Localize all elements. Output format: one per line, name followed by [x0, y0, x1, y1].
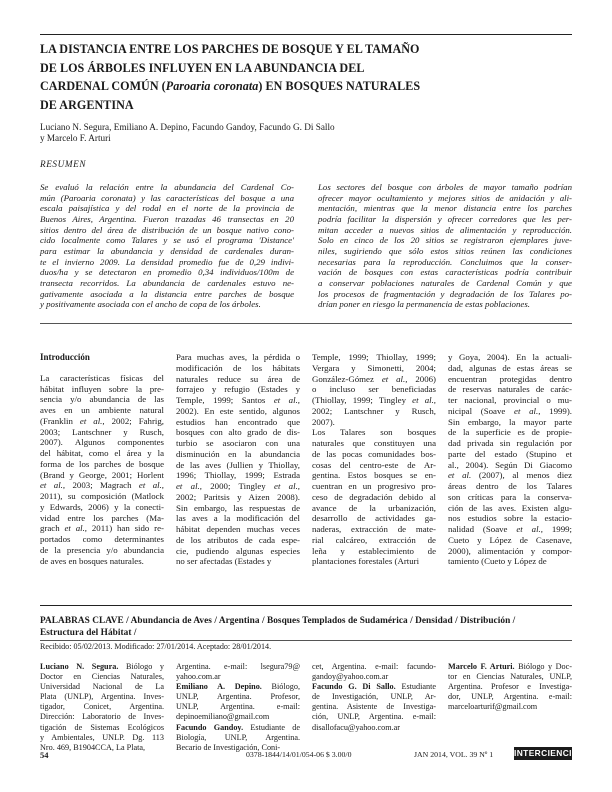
author-line-2: y Marcelo F. Arturi	[40, 133, 111, 144]
title-line-3	[40, 77, 440, 96]
body-col3-line: Temple, 1999; Thiollay, 1999;	[312, 352, 436, 362]
body-col1-line: vidad entre los parches (Ma-	[40, 512, 164, 523]
body-column-1	[40, 352, 164, 566]
affiliation-col4-line: Argentina. Profesor e Investiga-	[448, 682, 572, 692]
issn-code: 0378-1844/14/01/054-06 $ 3.00/0	[246, 750, 352, 759]
abstract-right-line: mitan acceder a nuevos sitios de alimentación y reproducción.	[318, 224, 572, 235]
affiliation-col4-line: marceloarturif@gmail.com	[448, 702, 538, 712]
body-col1-line: sencia y/o abundancia de las	[40, 394, 164, 405]
body-col2-line: hábitat dependen muchas veces	[176, 524, 300, 534]
abstract-left-line: transecta recorridos. La abundancia de cardenales estuvo ne-	[40, 277, 294, 288]
abstract-left-line: te el invierno 2009. La densidad promedio fue de 0,29 indivi-	[40, 256, 294, 267]
body-col1-line: hábitat influyen sobre la pre-	[40, 383, 164, 394]
abstract-left-line: escala paisajística y del rodal en el norte de la provincia de	[40, 203, 294, 214]
body-col2-line: turbio se asociaron con una	[176, 438, 300, 448]
body-col1-line: La características físicas del	[40, 372, 164, 383]
body-col1-line: 2003; Lantschner y Rusch,	[40, 426, 164, 437]
affiliation-column-1	[40, 662, 164, 753]
body-col2-line: de los atributos de cada espe-	[176, 534, 300, 545]
article-title	[40, 40, 440, 114]
body-col2-line: de las aves (Jullien y Thiollay,	[176, 459, 300, 470]
abstract-right-line: Los sectores del bosque con árboles de mayor tamaño podrían	[318, 182, 572, 192]
affiliation-col3-line: disallofacu@yahoo.com.ar	[312, 722, 401, 732]
body-col4-line: al., 2004). Según Di Giacomo	[448, 459, 572, 470]
affiliation-col1-line: Dirección: Laboratorio de Inves-	[40, 712, 164, 722]
body-col1-line: (Franklin et al., 2002; Fahrig,	[40, 415, 165, 426]
body-col3-line: ceso de degradación debido al	[312, 491, 436, 502]
body-col1-line: de la presencia y/o abundancia	[40, 544, 164, 555]
abstract-left-line: Se evaluó la relación entre la abundancia del Cardenal Co-	[40, 182, 294, 192]
affiliation-col2-line: Argentina. e-mail: lsegura79@	[176, 662, 300, 671]
body-col1-line: aves en un ambiente natural	[40, 405, 164, 415]
affiliation-col3-line: ción, UNLP, Argentina. e-mail:	[312, 712, 436, 722]
affiliation-col2-line: Becario de Investigación, Coni-	[176, 742, 281, 752]
body-col1-line: del hábitat, como el área y la	[40, 448, 164, 458]
submission-dates: Recibido: 05/02/2013. Modificado: 27/01/2014. Aceptado: 28/01/2014.	[40, 642, 272, 651]
abstract-heading: RESUMEN	[40, 159, 87, 169]
affiliation-col3-line: gandoy@yahoo.com.ar	[312, 672, 389, 682]
title-line-2: DE LOS ÁRBOLES INFLUYEN EN LA ABUNDANCIA DEL	[40, 60, 365, 75]
body-col2-line: disminución en la abundancia	[176, 448, 300, 459]
abstract-right-line: los procesos de fragmentación y degradación de los Talares po-	[318, 288, 572, 299]
affiliation-col1-line: tigación de Sistemas Ecológicos	[40, 722, 164, 732]
abstract-right-line: necesarias para la reproducción. Concluimos que la conser-	[318, 256, 572, 267]
body-col4-line: Cueto y López de Casenave,	[448, 534, 572, 545]
affiliation-col1-line: Plata (UNLP), Argentina. Inves-	[40, 692, 164, 702]
body-col2-line: cie, pudiendo algunas especies	[176, 545, 300, 556]
body-col2-line: 2002; Paritsis y Aizen 2008).	[176, 491, 300, 502]
body-col4-line: dad privada sin regulación por	[448, 438, 572, 448]
body-column-4-text	[448, 352, 572, 567]
body-col4-line: 2000), alimentación y compor-	[448, 545, 572, 556]
keywords-top-rule	[40, 605, 572, 606]
body-col4-line: de reservas naturales de carác-	[448, 384, 572, 395]
body-col4-line: dad, algunas de estas áreas se	[448, 362, 572, 373]
body-col3-line: cuentran en un progresivo pro-	[312, 481, 436, 491]
body-col4-line: nos estudios sobre la estacio-	[448, 513, 572, 524]
author-list	[40, 122, 400, 144]
body-column-3	[312, 352, 436, 567]
body-col4-line: nalidad (Soave et al., 1999;	[448, 524, 572, 534]
body-col3-line: 2007).	[312, 416, 335, 427]
abstract-right-line: niles, sugiriendo que sólo estos sitios reúnen las condiciones	[318, 245, 572, 256]
page-footer	[40, 748, 579, 764]
body-col1-line: (Brand y George, 2001; Horlent	[40, 469, 164, 480]
affiliation-column-3	[312, 662, 436, 733]
body-col2-line: no ser afectadas (Estades y	[176, 556, 272, 567]
body-col2-line: naturales reduce su área de	[176, 373, 300, 384]
abstract-left-line: cido localmente como Talares y se usó el programa 'Distance'	[40, 235, 294, 246]
affiliation-col4-line: tor en Ciencias Naturales, UNLP,	[448, 672, 572, 682]
body-col1-line: 2011), su composición (Matlock	[40, 491, 164, 501]
body-col4-line: áreas dentro de los Talares	[448, 481, 572, 491]
abstract-right-line: a conservar poblaciones naturales de Cardenal Común y que	[318, 277, 572, 288]
body-col2-line: modificación de los hábitats	[176, 362, 300, 373]
body-col4-line: Sin embargo, la mayor parte	[448, 416, 572, 427]
abstract-right-line: mentación, mientras que la menor distancia entre los parches	[318, 203, 572, 214]
abstract-divider	[40, 323, 572, 324]
title-line-4: DE ARGENTINA	[40, 97, 134, 112]
section-title-introduccion: Introducción	[40, 352, 90, 362]
journal-issue: JAN 2014, VOL. 39 Nº 1	[414, 750, 494, 759]
affiliation-col1-line: Universidad Nacional de La	[40, 682, 164, 692]
body-col2-line: 2002). En este sentido, algunos	[176, 405, 300, 416]
body-column-1-text	[40, 373, 164, 567]
affiliation-col2-line: yahoo.com.ar	[176, 672, 221, 682]
body-col2-line: bosques con alto grado de dis-	[176, 427, 300, 438]
affiliation-col3-line: gentina. Asistente de Investiga-	[312, 702, 436, 712]
body-col1-line: 2007). Algunos componentes	[40, 437, 164, 448]
affiliation-col2-line: depinoemiliano@gmail.com	[176, 712, 270, 722]
affiliation-col4-line: dor, UNLP, Argentina. e-mail:	[448, 692, 572, 702]
body-col3-line: gentina. Estos bosques se en-	[312, 470, 436, 481]
affiliation-column-4	[448, 662, 572, 712]
abstract-left-line: mún (Paroaria coronata) y las características del bosque a una	[40, 192, 294, 203]
body-col4-line: y Goya, 2004). En la actuali-	[448, 352, 572, 362]
body-col1-line: de aves en bosques naturales.	[40, 555, 144, 566]
affiliation-col3-line: Facundo G. Di Sallo. Estudiante	[312, 682, 436, 692]
body-col3-line: o incluso ser beneficiadas	[312, 384, 436, 395]
body-col1-line: forma de los parches de bosque	[40, 458, 164, 469]
top-rule	[40, 34, 572, 35]
affiliation-col2-line: UNLP, Argentina. e-mail:	[176, 702, 300, 712]
abstract-left-line: gativamente asociada a la distancia entre parches de bosque	[40, 288, 294, 299]
affiliation-col2-line: UNLP, Argentina. Profesor,	[176, 692, 300, 702]
body-col3-line: leña y establecimiento de	[312, 545, 436, 556]
keywords	[40, 615, 572, 639]
keywords-line-1: PALABRAS CLAVE / Abundancia de Aves / Argentina / Bosques Templados de Sudamérica / Densidad / Distribución /	[40, 616, 516, 626]
affiliation-col2-line: Facundo Gandoy. Estudiante de	[176, 722, 300, 732]
abstract-left-line: sitios dentro del área de distribución de un bosque nativo cono-	[40, 224, 294, 235]
abstract-left-line: y positivamente asociada con el ancho de copa de los árboles.	[40, 299, 261, 310]
body-col3-line: Los Talares son bosques	[312, 427, 436, 438]
abstract-left-line: Buenos Aires, Argentina. Fueron trazadas 46 transectas en 20	[40, 213, 294, 224]
body-col1-line: portados como determinantes	[40, 534, 164, 544]
body-col3-line: desarrollo de actividades ga-	[312, 513, 436, 524]
abstract-right-line: drían poner en riesgo la permanencia de estas poblaciones.	[318, 299, 530, 310]
body-col3-line: cosas del centro-este de Ar-	[312, 459, 436, 470]
body-col4-line: et al. (2007), al menos diez	[448, 470, 572, 481]
body-col4-line: parte del estado (Stupino et	[448, 448, 572, 459]
title-line-3-end: ) EN BOSQUES NATURALES	[258, 79, 421, 94]
affiliation-col2-line: Biología, UNLP, Argentina.	[176, 732, 300, 742]
affiliation-col2-line: Emiliano A. Depino. Biólogo,	[176, 682, 300, 692]
affiliation-col1-line: Luciano N. Segura. Biólogo y	[40, 662, 164, 671]
abstract-right-line: vación de bosques con estas características podría contribuir	[318, 267, 572, 278]
affiliation-col1-line: y Ambientales, UNLP. Dg. 113	[40, 732, 164, 742]
body-col2-line: 1996; Thiollay, 1999; Estrada	[176, 470, 300, 481]
body-col2-line: las aves a la modificación del	[176, 513, 300, 524]
title-species-name: Paroaria coronata	[165, 79, 259, 94]
affiliation-col3-line: cet, Argentina. e-mail: facundo-	[312, 662, 436, 671]
body-col4-line: de la superficie es de propie-	[448, 427, 572, 438]
body-col3-line: 2002; Lantschner y Rusch,	[312, 405, 436, 416]
abstract-right-line: podría facilitar la dispersión y ofrecer corredores que les per-	[318, 213, 572, 224]
body-column-3-text	[312, 352, 436, 567]
body-col4-line: encuentran protegidas dentro	[448, 373, 572, 384]
body-col1-line: grach et al., 2011) han sido re-	[40, 523, 164, 534]
body-col4-line: nicipal (Soave et al., 1999).	[448, 405, 572, 416]
body-col2-line: et al., 2000; Tingley et al.,	[176, 481, 300, 491]
keywords-bottom-rule	[40, 640, 572, 641]
body-col3-line: naturales que constituyen una	[312, 438, 436, 448]
affiliation-column-2	[176, 662, 300, 753]
abstract-right-column	[318, 182, 572, 310]
author-line-1: Luciano N. Segura, Emiliano A. Depino, Facundo Gandoy, Facundo G. Di Sallo	[40, 122, 335, 132]
body-col2-line: Temple, 1999; Santos et al.,	[176, 395, 300, 405]
abstract-right-line: Solo en cinco de los 20 sitios se registraron ejemplares juve-	[318, 235, 572, 246]
abstract-left-line: duos/ha y se detectaron en promedio 0,34 individuos/100m de	[40, 267, 294, 278]
body-column-4	[448, 352, 572, 567]
body-col4-line: son críticas para la conserva-	[448, 491, 572, 502]
body-column-2	[176, 352, 300, 567]
body-col1-line: et al., 2003; Magrach et al.,	[40, 480, 165, 491]
body-col2-line: estudios han encontrado que	[176, 416, 300, 427]
body-col3-line: (Thiollay, 1999; Tingley et al.,	[312, 395, 437, 405]
body-col3-line: rial calcáreo, extracción de	[312, 534, 436, 545]
body-col3-line: naderas, extracción de mate-	[312, 524, 436, 534]
body-column-2-text	[176, 352, 300, 567]
affiliation-col4-line: Marcelo F. Arturi. Biólogo y Doc-	[448, 662, 572, 671]
keywords-line-2: Estructura del Hábitat /	[40, 628, 137, 638]
affiliation-col3-line: de Investigación, UNLP, Ar-	[312, 692, 436, 702]
body-col3-line: avance de la urbanización,	[312, 502, 436, 513]
body-col4-line: ter nacional, provincial o mu-	[448, 395, 572, 405]
body-col2-line: Para muchas aves, la pérdida o	[176, 352, 300, 362]
body-col3-line: de las pocas comunidades bos-	[312, 448, 436, 459]
body-col2-line: forrajeo y refugio (Estades y	[176, 384, 300, 395]
body-col3-line: González-Gómez et al., 2006)	[312, 373, 436, 384]
title-line-1: LA DISTANCIA ENTRE LOS PARCHES DE BOSQUE Y EL TAMAÑO	[40, 42, 420, 56]
journal-logo: INTERCIENCIA	[514, 748, 579, 758]
affiliation-col1-line: Doctor en Ciencias Naturales,	[40, 672, 164, 682]
affiliation-col1-line: tigador, Conicet, Argentina.	[40, 702, 164, 712]
body-col3-line: Vergara y Simonetti, 2004;	[312, 362, 436, 373]
abstract-right-line: ofrecer mayor ocultamiento y mejores sitios de anidación y ali-	[318, 192, 572, 203]
abstract-left-line: para estimar la abundancia y densidad de cardenales duran-	[40, 245, 294, 256]
page-number: 54	[40, 750, 49, 760]
body-col1-line: y Edwards, 2006) y la conecti-	[40, 501, 164, 512]
body-col4-line: ción de las aves. Existen algu-	[448, 502, 572, 513]
title-line-3-start: CARDENAL COMÚN (	[40, 79, 166, 94]
body-col4-line: tamiento (Cueto y López de	[448, 556, 547, 567]
body-col3-line: plantaciones forestales (Arturi	[312, 556, 420, 567]
body-col2-line: Sin embargo, las respuestas de	[176, 502, 300, 513]
affiliation-col1-line: Nro. 469, B1904CCA, La Plata,	[40, 742, 146, 752]
abstract-left-column	[40, 182, 294, 310]
